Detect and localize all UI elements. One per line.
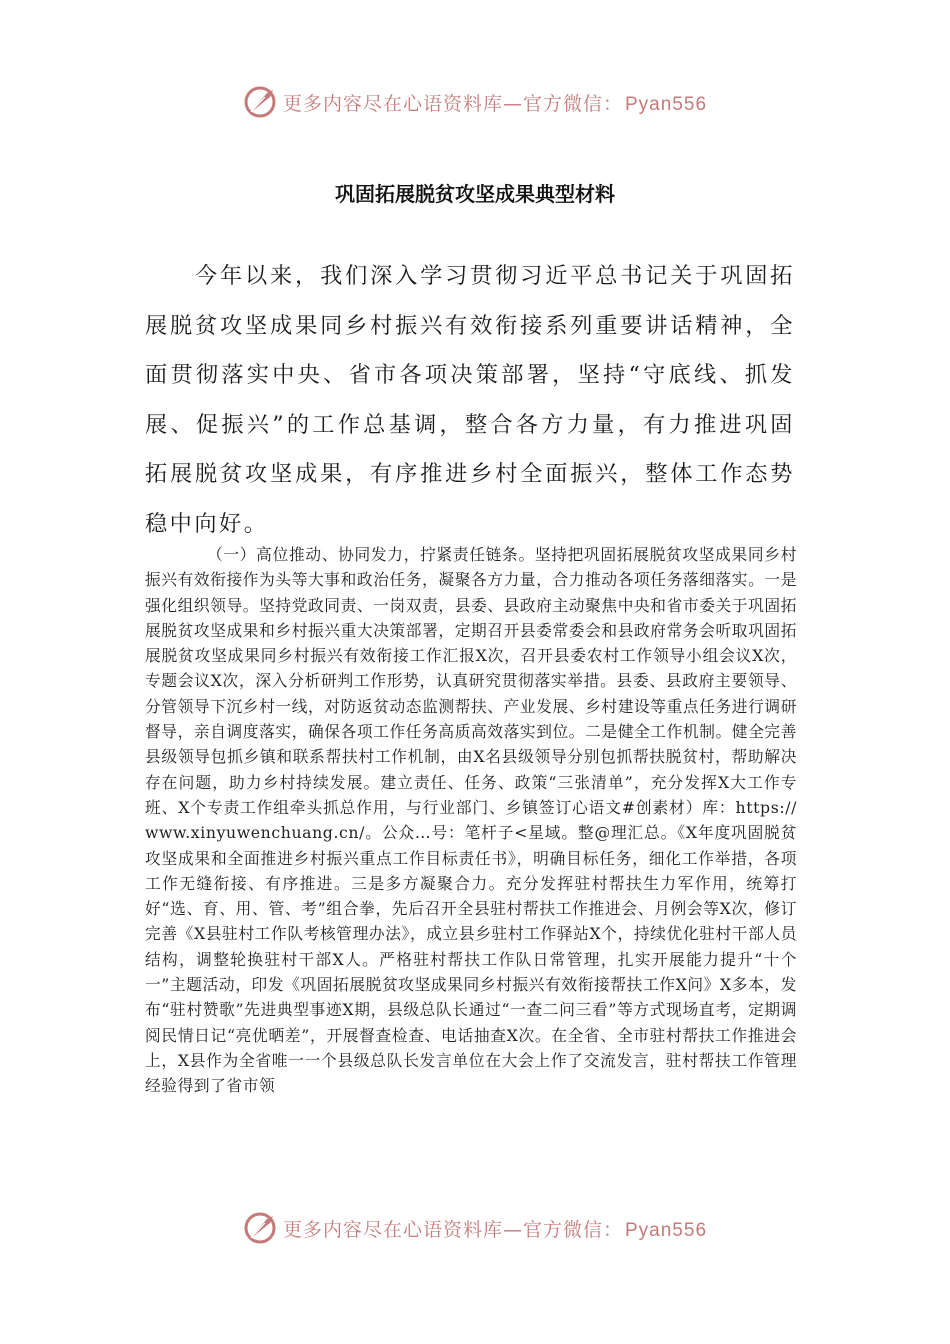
banner-text: 更多内容尽在心语资料库—官方微信： Pyan556 bbox=[282, 1218, 708, 1241]
header-watermark-banner bbox=[0, 82, 950, 122]
footer-watermark-banner bbox=[0, 1208, 950, 1248]
wechat-id: Pyan556 bbox=[625, 1219, 708, 1241]
intro-paragraph: 今年以来，我们深入学习贯彻习近平总书记关于巩固拓展脱贫攻坚成果同乡村振兴有效衔接系列重要讲话精神，全面贯彻落实中央、省市各项决策部署，坚持“守底线、抓发展、促振兴”的工作总基调，整合各方力量，有力推进巩固拓展脱贫攻坚成果，有序推进乡村全面振兴，整体工作态势稳中向好。 bbox=[145, 263, 795, 537]
wechat-id: Pyan556 bbox=[625, 93, 708, 115]
document-title: 巩固拓展脱贫攻坚成果典型材料 bbox=[335, 182, 615, 206]
quill-logo-icon bbox=[243, 84, 279, 120]
banner-text: 更多内容尽在心语资料库—官方微信： Pyan556 bbox=[282, 92, 708, 115]
body-paragraph: （一）高位推动、协同发力，拧紧责任链条。坚持把巩固拓展脱贫攻坚成果同乡村振兴有效衔接作为头等大事和政治任务，凝聚各方力量，合力推动各项任务落细落实。一是强化组织领导。坚持党政同责、一岗双责，县委、县政府主动聚焦中央和省市委关于巩固拓展脱贫攻坚成果和乡村振兴重大决策部署，定期召开县委常委会和县政府常务会听取巩固拓展脱贫攻坚成果同乡村振兴有效衔接工作汇报X次，召开县委农村工作领导小组会议X次，专题会议X次，深入分析研判工作形势，认真研究贯彻落实举措。县委、县政府主要领导、分管领导下沉乡村一线，对防返贫动态监测帮扶、产业发展、乡村建设等重点任务进行调研督导，亲自调度落实，确保各项工作任务高质高效落实到位。二是健全工作机制。健全完善县级领导包抓乡镇和联系帮扶村工作机制，由X名县级领导分别包抓帮扶脱贫村，帮助解决存在问题，助力乡村持续发展。建立责任、任务、政策“三张清单”，充分发挥X大工作专班、X个专责工作组牵头抓总作用，与行业部门、乡镇签订心语文#创素材）库：https://www.xinyuwenchuang.cn/。公众…号：笔杆子<星域。整@理汇总。《X年度巩固脱贫攻坚成果和全面推进乡村振兴重点工作目标责任书》，明确目标任务，细化工作举措，各项工作无缝衔接、有序推进。三是多方凝聚合力。充分发挥驻村帮扶生力军作用，统筹打好“选、育、用、管、考”组合拳，先后召开全县驻村帮扶工作推进会、月例会等X次，修订完善《X县驻村工作队考核管理办法》，成立县乡驻村工作驿站X个，持续优化驻村干部人员结构，调整轮换驻村干部X人。严格驻村帮扶工作队日常管理，扎实开展能力提升“十个一”主题活动，印发《巩固拓展脱贫攻坚成果同乡村振兴有效衔接帮扶工作X问》X多本，发布“驻村赞歌”先进典型事迹X期，县级总队长通过“一查二问三看”等方式现场直考，定期调阅民情日记“亮优晒差”，开展督查检查、电话抽查X次。在全省、全市驻村帮扶工作推进会上，X县作为全省唯一一个县级总队长发言单位在大会上作了交流发言，驻村帮扶工作管理经验得到了省市领 bbox=[145, 545, 797, 1096]
quill-logo-icon bbox=[243, 1210, 279, 1246]
